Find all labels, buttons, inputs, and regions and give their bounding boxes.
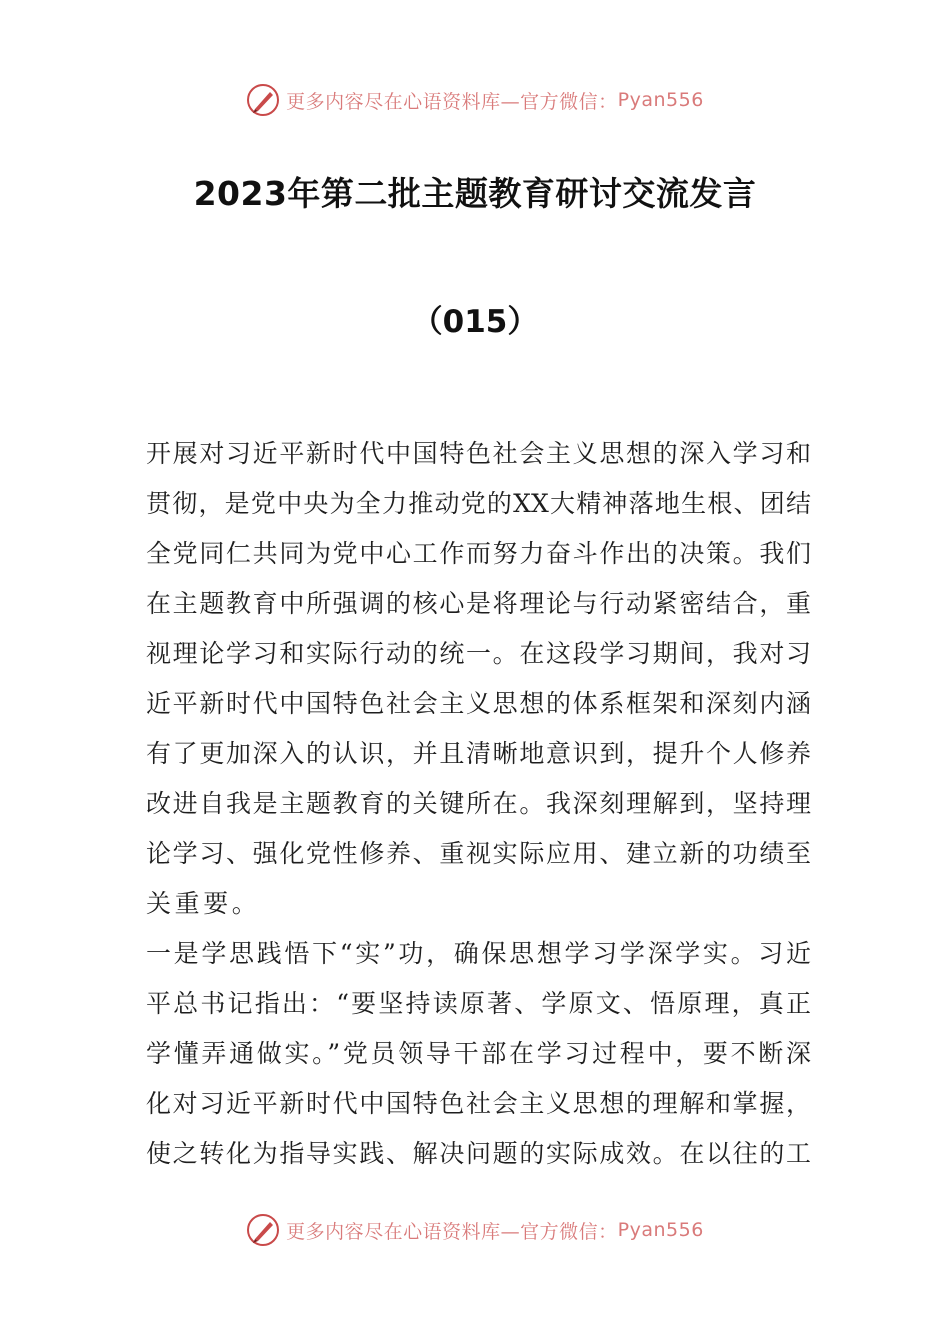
body-line: 在主题教育中所强调的核心是将理论与行动紧密结合，重 <box>146 589 811 618</box>
body-line: 使之转化为指导实践、解决问题的实际成效。在以往的工 <box>146 1139 811 1168</box>
body-line: 近平新时代中国特色社会主义思想的体系框架和深刻内涵 <box>146 689 811 718</box>
body-line: 化对习近平新时代中国特色社会主义思想的理解和掌握， <box>146 1089 811 1118</box>
body-line: 全党同仁共同为党中心工作而努力奋斗作出的决策。我们 <box>146 539 811 568</box>
body-line: 开展对习近平新时代中国特色社会主义思想的深入学习和 <box>146 439 811 468</box>
body-line: 平总书记指出：“要坚持读原著、学原文、悟原理，真正 <box>146 989 811 1018</box>
body-line: 有了更加深入的认识，并且清晰地意识到，提升个人修养 <box>146 739 811 768</box>
body-line: 论学习、强化党性修养、重视实际应用、建立新的功绩至 <box>146 839 811 868</box>
banner-wechat-id: Pyan556 <box>617 89 704 111</box>
document-number: （015） <box>411 304 539 340</box>
body-line: 改进自我是主题教育的关键所在。我深刻理解到，坚持理 <box>146 789 811 818</box>
body-line: 贯彻，是党中央为全力推动党的XX大精神落地生根、团结 <box>146 489 811 518</box>
banner-text: 更多内容尽在心语资料库—官方微信： <box>286 90 618 113</box>
footer-watermark-banner <box>0 1210 950 1250</box>
quill-pen-logo-icon <box>246 1213 280 1247</box>
document-title: 2023年第二批主题教育研讨交流发言 <box>193 174 757 213</box>
document-body <box>146 432 811 1182</box>
body-line: 一是学思践悟下“实”功，确保思想学习学深学实。习近 <box>146 939 811 968</box>
banner-wechat-id: Pyan556 <box>617 1219 704 1241</box>
body-line: 关重要。 <box>146 889 261 918</box>
header-watermark-banner <box>0 80 950 120</box>
body-line: 学懂弄通做实。”党员领导干部在学习过程中，要不断深 <box>146 1039 811 1068</box>
body-line: 视理论学习和实际行动的统一。在这段学习期间，我对习 <box>146 639 811 668</box>
banner-text: 更多内容尽在心语资料库—官方微信： <box>286 1220 618 1243</box>
quill-pen-logo-icon <box>246 83 280 117</box>
